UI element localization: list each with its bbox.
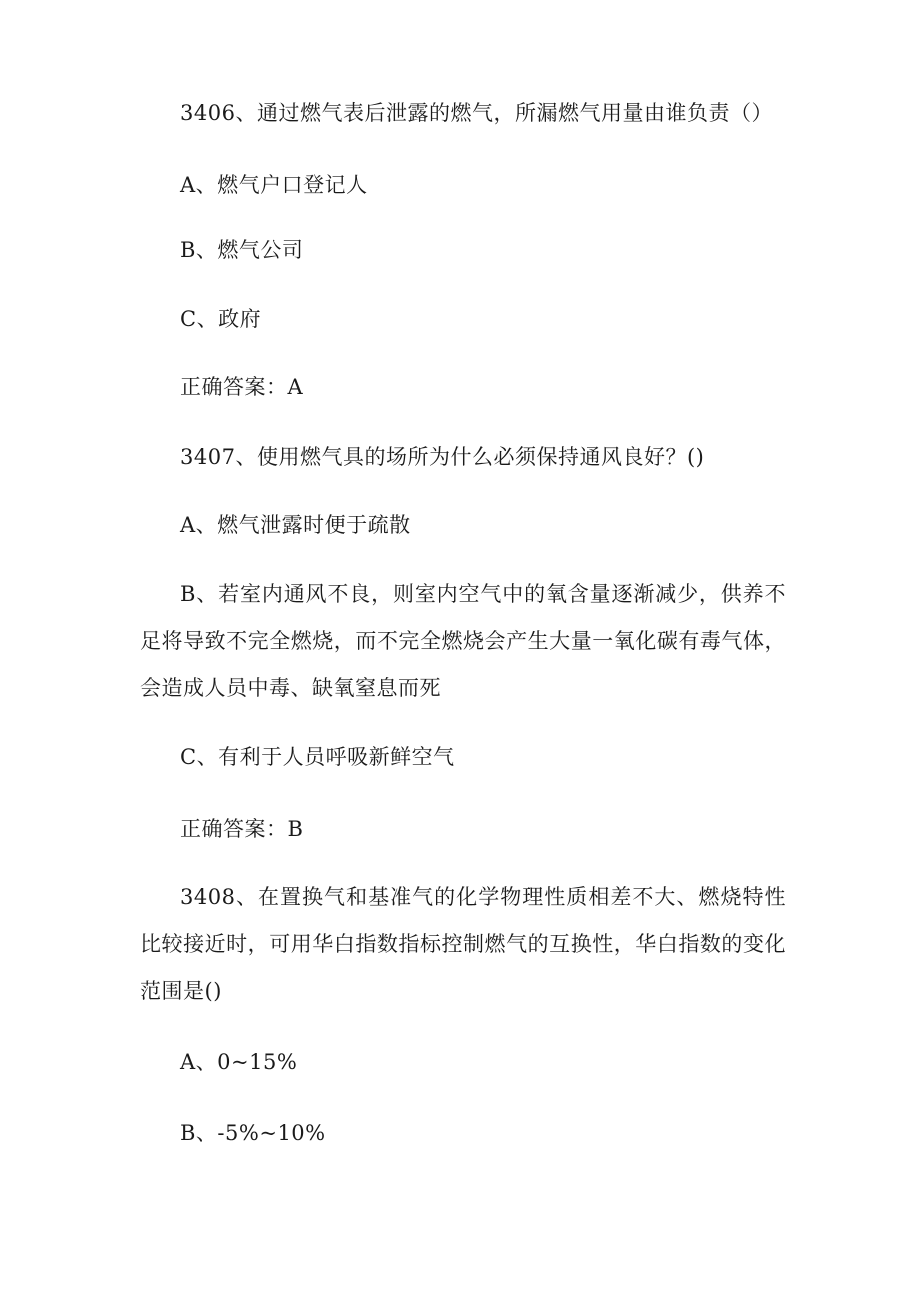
question-3407-stem: 3407、使用燃气具的场所为什么必须保持通风良好？() [180,445,705,469]
question-3406-option-a: A、燃气户口登记人 [180,173,368,197]
question-3406-stem: 3406、通过燃气表后泄露的燃气，所漏燃气用量由谁负责（） [180,101,773,125]
question-3406-option-c: C、政府 [180,307,262,331]
question-3408-stem: 3408、在置换气和基准气的化学物理性质相差不大、燃烧特性比较接近时，可用华白指数指标控制燃气的互换性，华白指数的变化范围是() [140,885,786,1003]
question-3407-option-c: C、有利于人员呼吸新鲜空气 [180,745,455,769]
question-3406-answer: 正确答案：A [180,375,304,399]
question-3407-answer: 正确答案：B [180,817,304,841]
question-3408-option-b: B、-5%~10% [180,1121,326,1145]
question-3406-option-b: B、燃气公司 [180,238,304,262]
question-3407-option-b: B、若室内通风不良，则室内空气中的氧含量逐渐减少，供养不足将导致不完全燃烧，而不完全燃烧会产生大量一氧化碳有毒气体，会造成人员中毒、缺氧窒息而死 [140,582,786,700]
question-3408-option-a: A、0~15% [180,1050,298,1074]
question-3407-option-a: A、燃气泄露时便于疏散 [180,513,411,537]
